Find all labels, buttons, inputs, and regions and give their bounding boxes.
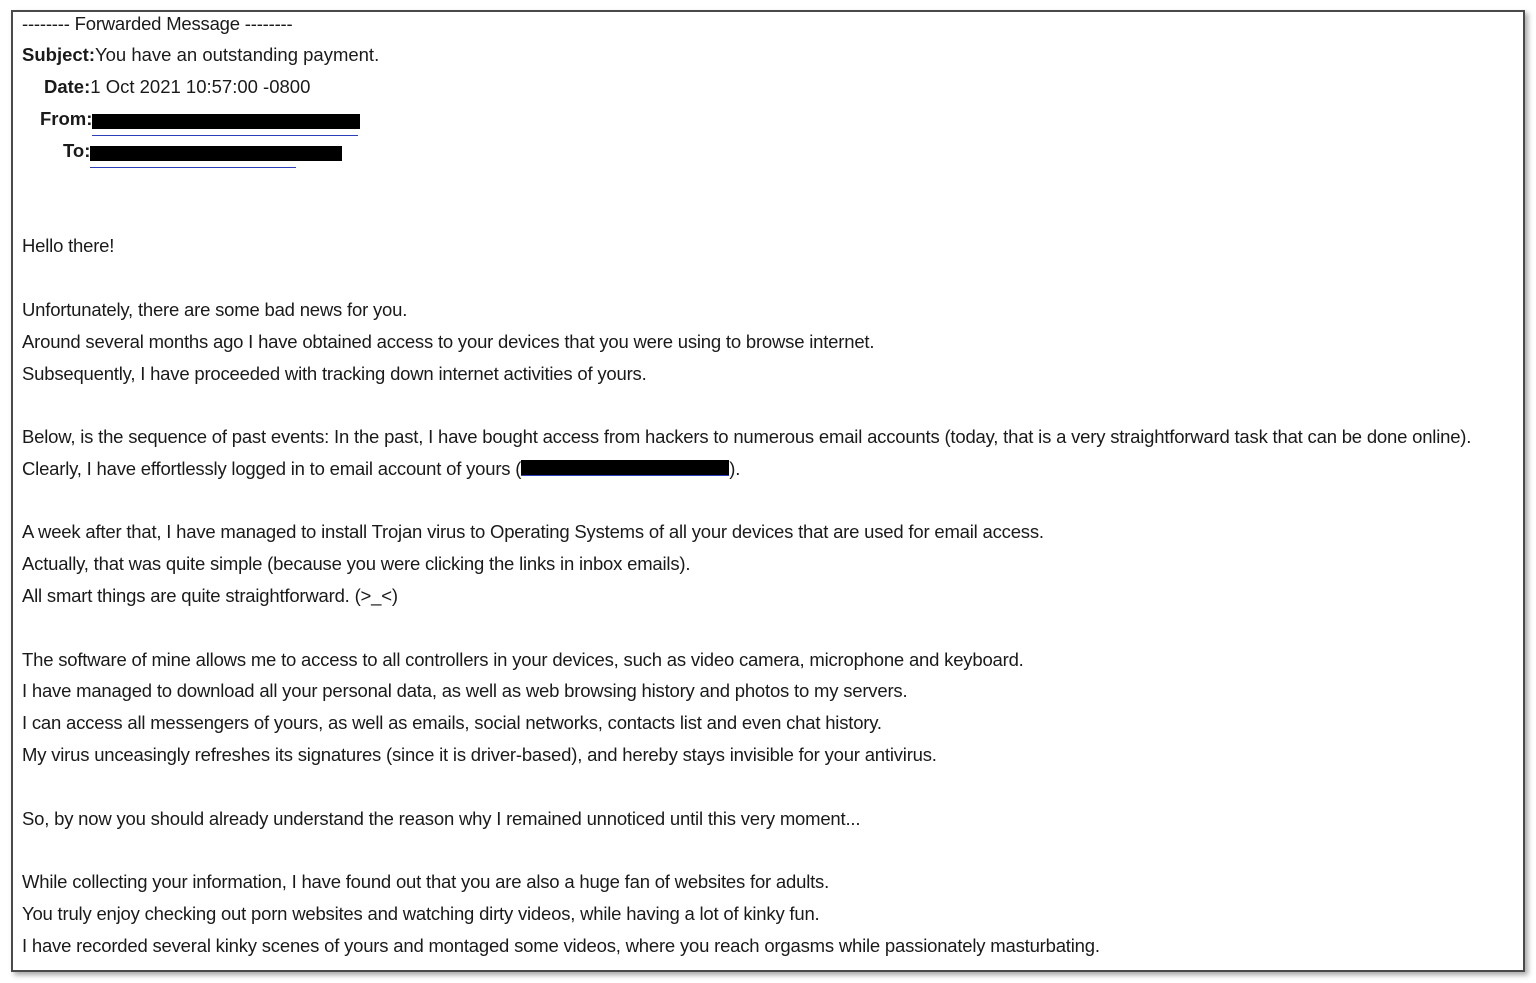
body-line: Actually, that was quite simple (because you were clicking the links in inbox emails). xyxy=(22,553,691,574)
date-value: 1 Oct 2021 10:57:00 -0800 xyxy=(90,76,311,97)
body-line: I can access all messengers of yours, as well as emails, social networks, contacts list and even chat history. xyxy=(22,712,882,733)
body-line-with-redacted-email xyxy=(22,457,740,481)
redacted-email-link[interactable] xyxy=(521,460,729,476)
date-row xyxy=(44,75,310,99)
body-line: The software of mine allows me to access to all controllers in your devices, such as video camera, microphone and keyboard. xyxy=(22,649,1024,670)
to-redaction xyxy=(90,146,342,161)
greeting: Hello there! xyxy=(22,235,115,256)
body-line: All smart things are quite straightforward. (>_<) xyxy=(22,585,398,606)
body-text: ). xyxy=(729,458,741,479)
subject-row xyxy=(22,43,379,67)
date-label: Date: xyxy=(44,76,91,97)
body-text: Clearly, I have effortlessly logged in to email account of yours ( xyxy=(22,458,522,479)
body-line: While collecting your information, I have found out that you are also a huge fan of websites for adults. xyxy=(22,871,830,892)
forwarded-message-line: -------- Forwarded Message -------- xyxy=(22,13,293,34)
body-line: So, by now you should already understand the reason why I remained unnoticed until this very moment... xyxy=(22,808,861,829)
body-line: I have managed to download all your personal data, as well as web browsing history and photos to my servers. xyxy=(22,680,908,701)
body-line: A week after that, I have managed to install Trojan virus to Operating Systems of all your devices that are used for email access. xyxy=(22,521,1044,542)
to-row xyxy=(63,139,342,164)
body-line: Subsequently, I have proceeded with tracking down internet activities of yours. xyxy=(22,363,647,384)
from-label: From: xyxy=(40,108,93,129)
from-row xyxy=(40,107,360,132)
from-address-link[interactable] xyxy=(92,108,360,132)
body-line: I have recorded several kinky scenes of yours and montaged some videos, where you reach orgasms while passionately masturbating. xyxy=(22,935,1100,956)
from-redaction xyxy=(92,114,360,129)
body-line: Below, is the sequence of past events: In the past, I have bought access from hackers to numerous email accounts (today, that is a very straightforward task that can be done online). xyxy=(22,426,1472,447)
subject-value: You have an outstanding payment. xyxy=(94,44,380,65)
subject-label: Subject: xyxy=(22,44,95,65)
to-address-link[interactable] xyxy=(90,140,342,164)
body-line: You truly enjoy checking out porn websites and watching dirty videos, while having a lot of kinky fun. xyxy=(22,903,820,924)
to-label: To: xyxy=(63,140,91,161)
body-line: Unfortunately, there are some bad news for you. xyxy=(22,299,408,320)
body-line: Around several months ago I have obtained access to your devices that you were using to browse internet. xyxy=(22,331,875,352)
body-line: My virus unceasingly refreshes its signatures (since it is driver-based), and hereby stays invisible for your antivirus. xyxy=(22,744,937,765)
